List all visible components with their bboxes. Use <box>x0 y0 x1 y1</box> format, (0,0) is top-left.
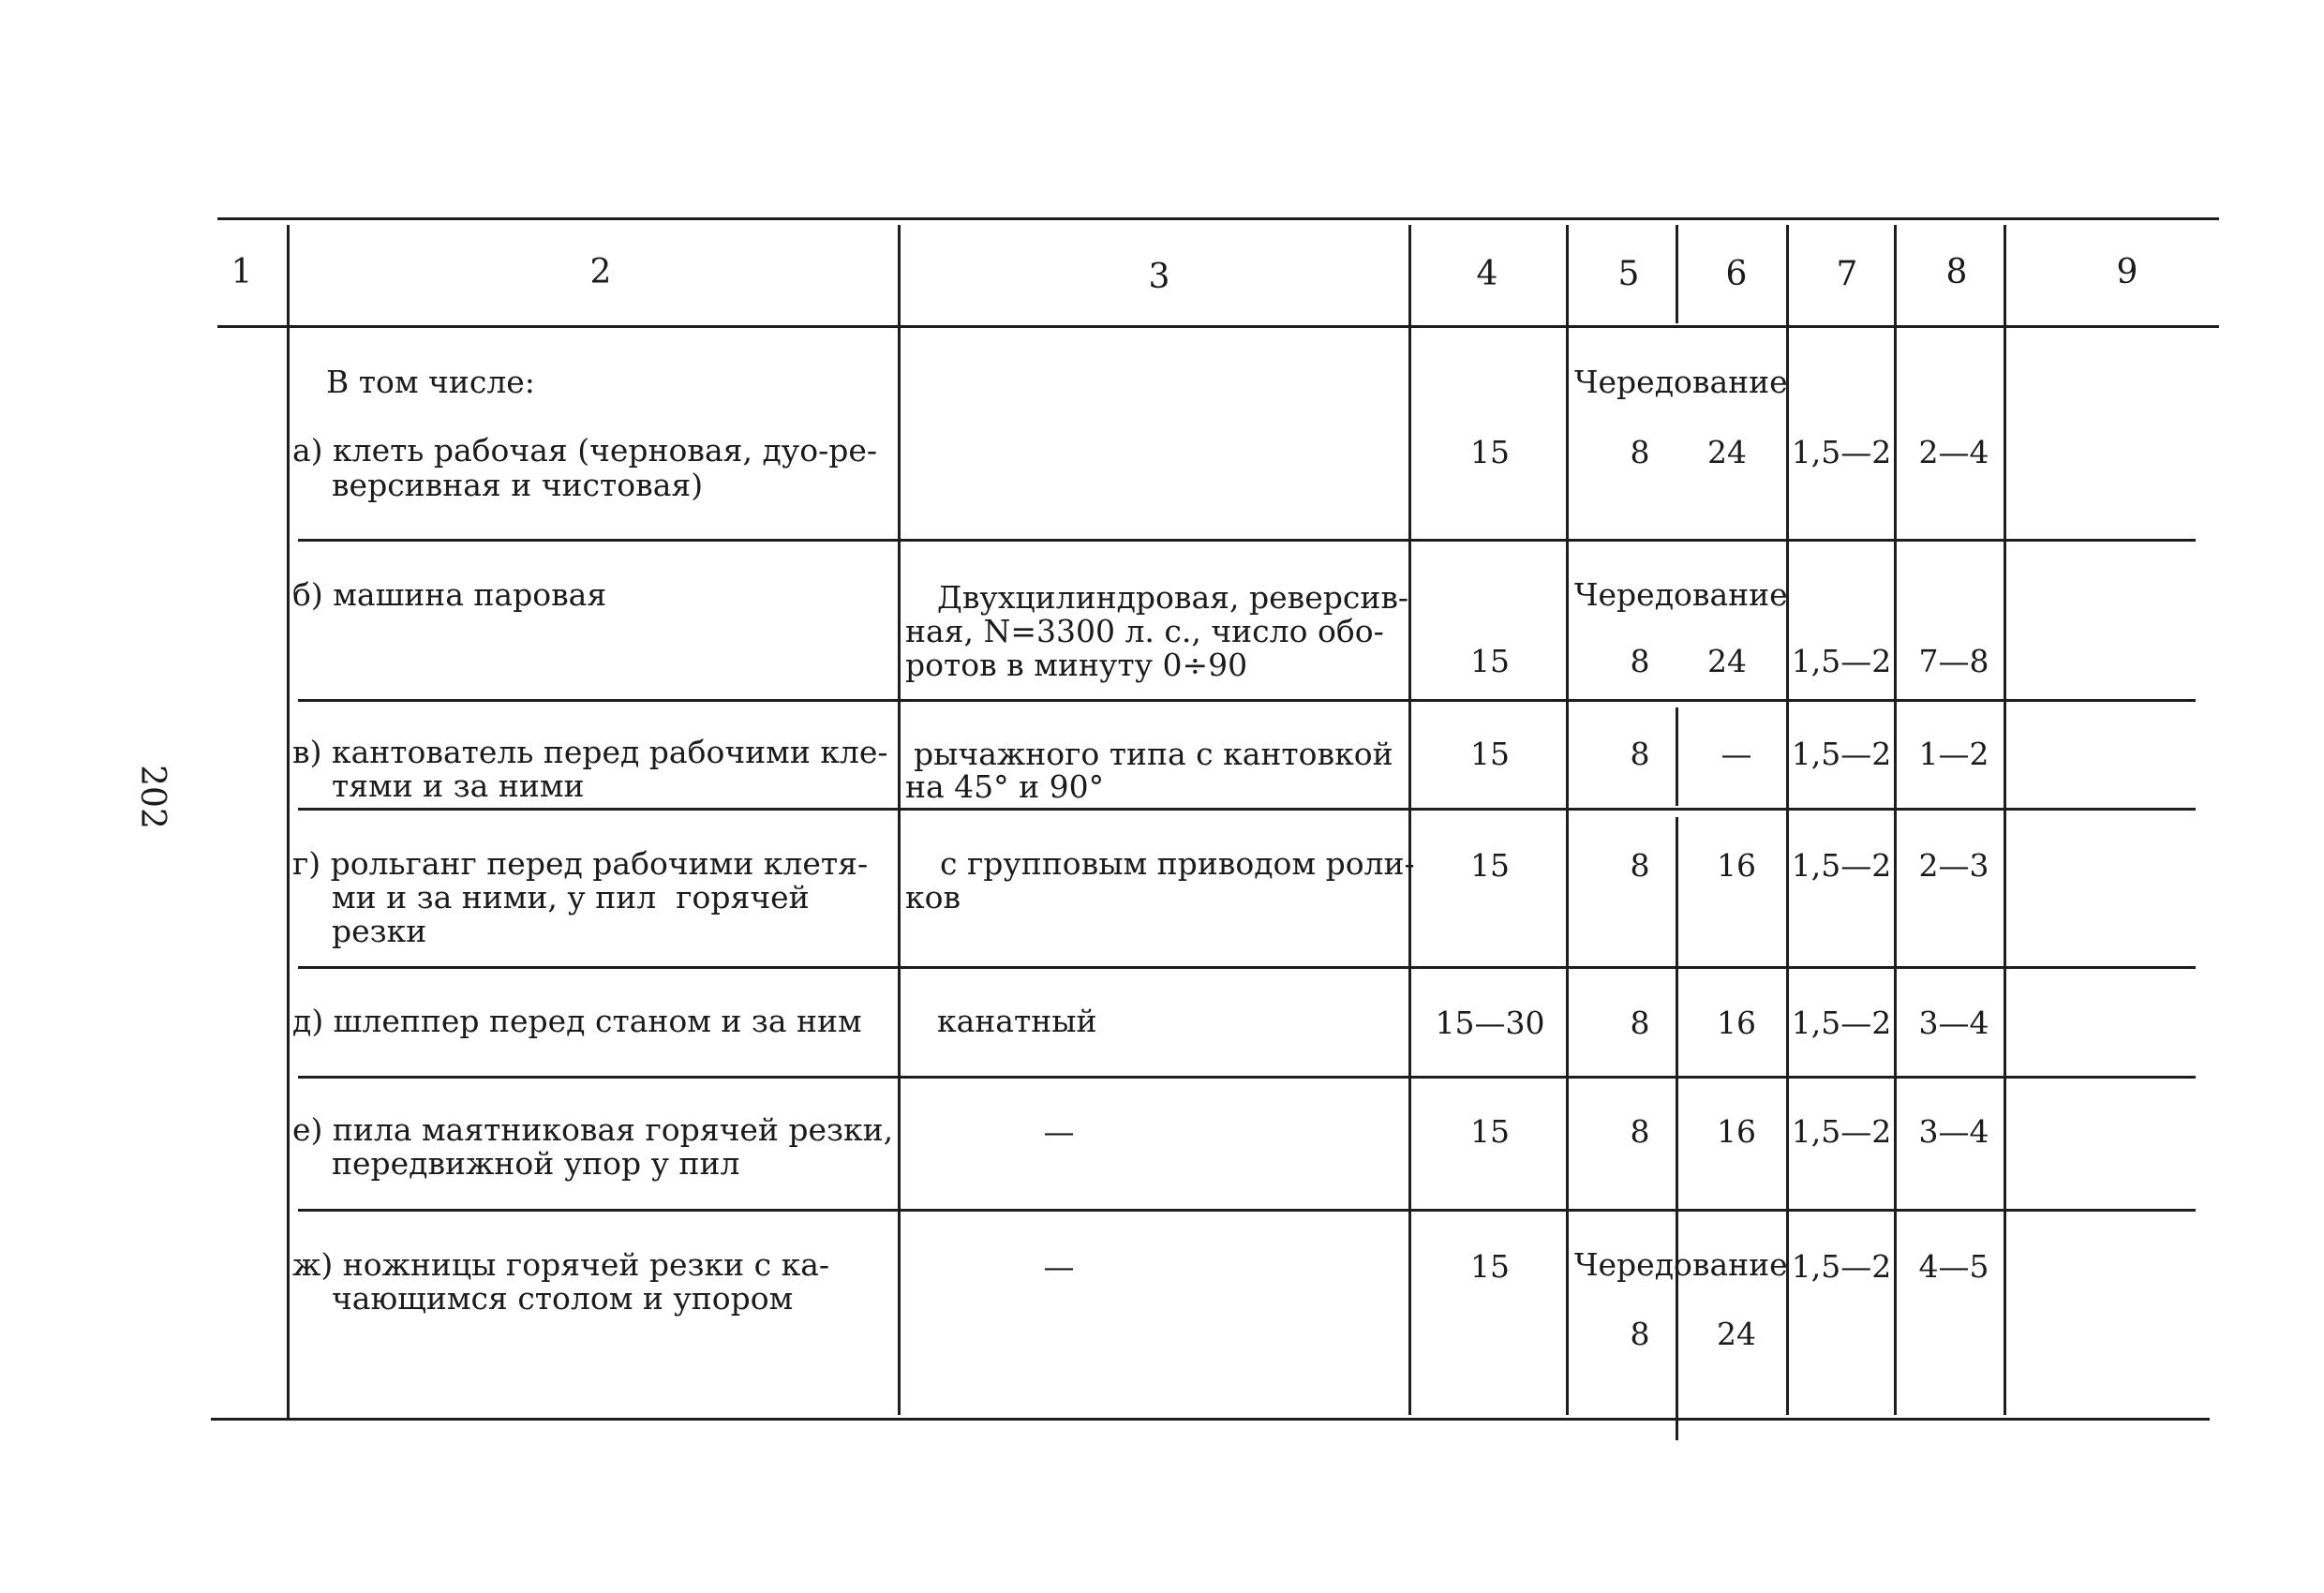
column-header-8: 8 <box>1945 253 1968 291</box>
row-zh-col6: 24 <box>1717 1316 1756 1352</box>
row-e-desc: — <box>1043 1113 1075 1150</box>
row-a-col6: 24 <box>1707 434 1747 470</box>
row-divider <box>298 808 2196 811</box>
column-header-3: 3 <box>1148 258 1170 296</box>
row-v-col5: 8 <box>1630 736 1650 772</box>
column-header-1: 1 <box>231 253 253 291</box>
row-a-col4: 15 <box>1470 434 1510 470</box>
column-divider-5-6 <box>1676 707 1678 806</box>
row-zh-alternation: Чередование <box>1574 1246 1788 1283</box>
row-d-desc-line1: канатный <box>937 1003 1097 1039</box>
row-zh-name-line2: чающимся столом и упором <box>292 1280 794 1317</box>
row-g-desc-line2: ков <box>905 879 961 916</box>
table-bottom-rule <box>211 1418 2210 1421</box>
row-g-name-line1: г) рольганг перед рабочими клетя- <box>292 845 869 882</box>
row-g-col7: 1,5—2 <box>1791 847 1892 884</box>
row-e-col7: 1,5—2 <box>1791 1113 1892 1150</box>
column-divider-2-3 <box>898 225 901 1415</box>
row-b-desc-line3: ротов в минуту 0÷90 <box>905 647 1248 683</box>
row-e-name-line1: е) пила маятниковая горячей резки, <box>292 1111 894 1148</box>
column-divider-7-8 <box>1894 225 1897 1415</box>
row-v-name-line2: тями и за ними <box>292 767 585 804</box>
row-zh-col5: 8 <box>1630 1316 1650 1352</box>
row-d-col6: 16 <box>1717 1005 1756 1041</box>
header-bottom-rule <box>217 325 2219 328</box>
column-divider-5-6 <box>1676 225 1678 323</box>
row-b-col4: 15 <box>1470 643 1510 679</box>
row-a-alternation: Чередование <box>1574 364 1788 400</box>
column-divider-8-9 <box>2004 225 2006 1415</box>
row-v-desc-line1: рычажного типа с кантовкой <box>914 736 1393 772</box>
row-g-col5: 8 <box>1630 847 1650 884</box>
column-header-6: 6 <box>1725 255 1748 293</box>
row-divider <box>298 539 2196 542</box>
row-b-alternation: Чередование <box>1574 576 1788 613</box>
column-header-2: 2 <box>589 253 612 291</box>
row-g-col4: 15 <box>1470 847 1510 884</box>
row-zh-desc: — <box>1043 1248 1075 1285</box>
column-header-5: 5 <box>1617 255 1640 293</box>
row-g-desc-line1: с групповым приводом роли- <box>940 845 1415 882</box>
row-zh-col8: 4—5 <box>1918 1248 1989 1285</box>
row-zh-col7: 1,5—2 <box>1791 1248 1892 1285</box>
row-divider <box>298 1076 2196 1079</box>
row-zh-name-line1: ж) ножницы горячей резки с ка- <box>292 1246 830 1283</box>
row-d-col8: 3—4 <box>1918 1005 1989 1041</box>
row-v-col4: 15 <box>1470 736 1510 772</box>
row-v-col8: 1—2 <box>1918 736 1989 772</box>
row-d-col7: 1,5—2 <box>1791 1005 1892 1041</box>
row-g-name-line3: резки <box>292 913 427 949</box>
row-d-name-line1: д) шлеппер перед станом и за ним <box>292 1003 862 1039</box>
row-v-desc-line2: на 45° и 90° <box>905 768 1105 805</box>
row-d-col4: 15—30 <box>1435 1005 1545 1041</box>
row-a-name-line2: версивная и чистовая) <box>292 467 704 503</box>
row-g-name-line2: ми и за ними, у пил горячей <box>292 879 810 916</box>
table-top-rule <box>217 217 2219 220</box>
row-b-col8: 7—8 <box>1918 643 1989 679</box>
row-divider <box>298 966 2196 969</box>
page-number: 202 <box>132 765 171 829</box>
row-v-col7: 1,5—2 <box>1791 736 1892 772</box>
column-header-9: 9 <box>2116 253 2138 291</box>
column-divider-1-2 <box>287 225 290 1418</box>
row-d-col5: 8 <box>1630 1005 1650 1041</box>
row-g-col6: 16 <box>1717 847 1756 884</box>
row-g-col8: 2—3 <box>1918 847 1989 884</box>
intro-text: В том числе: <box>326 364 535 400</box>
row-v-name-line1: в) кантователь перед рабочими кле- <box>292 734 888 770</box>
column-divider-3-4 <box>1408 225 1411 1415</box>
row-a-col5: 8 <box>1630 434 1650 470</box>
row-divider <box>298 699 2196 702</box>
column-divider-4-5 <box>1566 225 1569 1415</box>
row-b-col5: 8 <box>1630 643 1650 679</box>
row-e-col5: 8 <box>1630 1113 1650 1150</box>
column-header-7: 7 <box>1836 255 1858 293</box>
row-e-name-line2: передвижной упор у пил <box>292 1145 740 1182</box>
row-e-col6: 16 <box>1717 1113 1756 1150</box>
row-v-col6: — <box>1721 736 1752 772</box>
row-b-col6: 24 <box>1707 643 1747 679</box>
row-a-col8: 2—4 <box>1918 434 1989 470</box>
row-b-name-line1: б) машина паровая <box>292 576 607 613</box>
row-b-col7: 1,5—2 <box>1791 643 1892 679</box>
row-b-desc-line2: ная, N=3300 л. с., число обо- <box>905 613 1384 649</box>
row-divider <box>298 1209 2196 1212</box>
row-a-name-line1: а) клеть рабочая (черновая, дуо-ре- <box>292 432 878 469</box>
row-e-col8: 3—4 <box>1918 1113 1989 1150</box>
row-a-col7: 1,5—2 <box>1791 434 1892 470</box>
row-b-desc-line1: Двухцилиндровая, реверсив- <box>937 579 1409 616</box>
column-divider-6-7 <box>1786 225 1789 1415</box>
row-e-col4: 15 <box>1470 1113 1510 1150</box>
column-header-4: 4 <box>1476 255 1498 293</box>
column-divider-5-6 <box>1676 817 1678 1440</box>
row-zh-col4: 15 <box>1470 1248 1510 1285</box>
